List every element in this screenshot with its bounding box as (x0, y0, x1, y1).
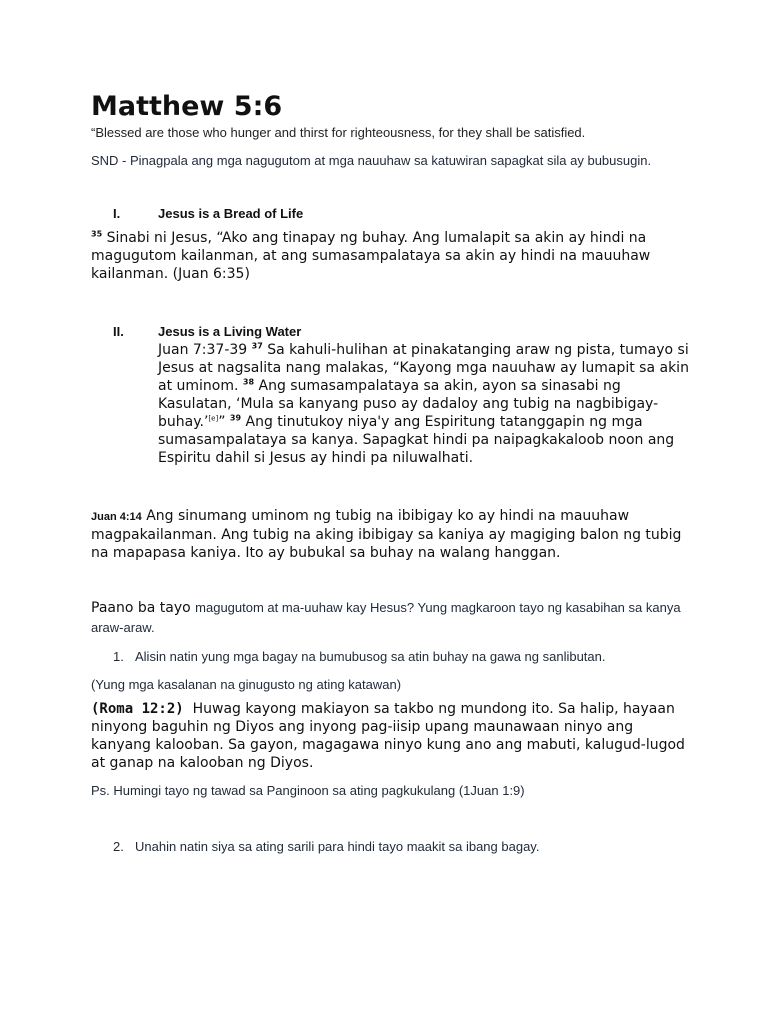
section-2-number: II. (113, 324, 124, 339)
page-title: Matthew 5:6 (91, 91, 283, 122)
close-quote: ” (218, 414, 226, 430)
list-item-1-text: Alisin natin yung mga bagay na bumubusog sa atin buhay na gawa ng sanlibutan. (135, 649, 606, 664)
verse-38-text: Ang sumasampalataya sa akin, ayon sa sinasabi ng Kasulatan, ‘Mula sa kanyang puso ay dadaloy ang tubig na nagbibigay-buhay.’ (158, 378, 659, 430)
section-2-reference: Juan 7:37-39 (158, 342, 248, 358)
question-paragraph (91, 598, 691, 638)
verse-snd: SND - Pinagpala ang mga nagugutom at mga nauuhaw sa katuwiran sapagkat sila ay bubusugin. (91, 153, 652, 168)
juan-4-14-paragraph (91, 507, 691, 562)
section-2-body (158, 341, 691, 467)
verse-english: “Blessed are those who hunger and thirst for righteousness, for they shall be satisfied. (91, 125, 586, 140)
document-page (91, 90, 691, 856)
list-item-2-number: 2. (113, 839, 124, 854)
juan-4-14-text: Ang sinumang uminom ng tubig na ibibigay ko ay hindi na mauuhaw magpakailanman. Ang tubig na aking ibibigay sa kaniya ay magiging balon ng tubig na mapapasa kaniya. Ito ay bubukal sa buhay na walang hanggan. (91, 508, 682, 561)
section-1-number: I. (113, 206, 121, 221)
list-item-1-number: 1. (113, 649, 124, 664)
list-item-2-text: Unahin natin siya sa ating sarili para hindi tayo maakit sa ibang bagay. (135, 839, 540, 854)
verse-number-39: 39 (229, 413, 242, 423)
section-1-text: Sinabi ni Jesus, “Ako ang tinapay ng buhay. Ang lumalapit sa akin ay hindi na magugutom kailanman, at ang sumasampalataya sa akin ay hindi na mauuhaw kailanman. (Juan 6:35) (91, 230, 651, 282)
verse-number-35: 35 (91, 229, 103, 239)
note-paragraph: (Yung mga kasalanan na ginugusto ng ating katawan) (91, 677, 402, 692)
question-lead: Paano ba tayo (91, 600, 191, 616)
section-1-title: Jesus is a Bread of Life (158, 206, 304, 221)
section-1-body (91, 229, 691, 283)
question-rest: magugutom at ma-uuhaw kay Hesus? Yung magkaroon tayo ng kasabihan sa kanya araw-araw. (91, 600, 681, 635)
footnote-mark[interactable]: [e] (208, 414, 219, 423)
ps-paragraph: Ps. Humingi tayo ng tawad sa Panginoon sa ating pagkukulang (1Juan 1:9) (91, 783, 525, 798)
verse-number-37: 37 (251, 341, 263, 351)
section-2-heading (91, 323, 691, 341)
section-1-heading (91, 205, 691, 223)
list-item-2 (91, 838, 691, 856)
verse-number-38: 38 (242, 377, 255, 387)
roma-text: Huwag kayong makiayon sa takbo ng mundong ito. Sa halip, hayaan ninyong baguhin ng Diyos ang inyong pag-iisip upang maunawaan ninyo ang kanyang kalooban. Sa gayon, magagawa ninyo kung ano ang mabuti, kalugud-lugod at ganap na kalooban ng Diyos. (91, 701, 685, 771)
section-2-title: Jesus is a Living Water (158, 324, 302, 339)
verse-39-text: Ang tinutukoy niya'y ang Espiritung tatanggapin ng mga sumasampalataya sa kanya. Sapagkat hindi pa naipagkakaloob noon ang Espiritu dahil si Jesus ay hindi pa niluwalhati. (158, 414, 675, 466)
juan-4-14-reference: Juan 4:14 (91, 511, 142, 523)
verse-37-text: Sa kahuli-hulihan at pinakatanging araw ng pista, tumayo si Jesus at nagsalita nang malakas, “Kayong mga nauuhaw ay lumapit sa akin at uminom. (158, 342, 689, 394)
roma-paragraph (91, 700, 691, 772)
list-item-1 (91, 648, 691, 666)
roma-reference: (Roma 12:2) (91, 701, 184, 717)
